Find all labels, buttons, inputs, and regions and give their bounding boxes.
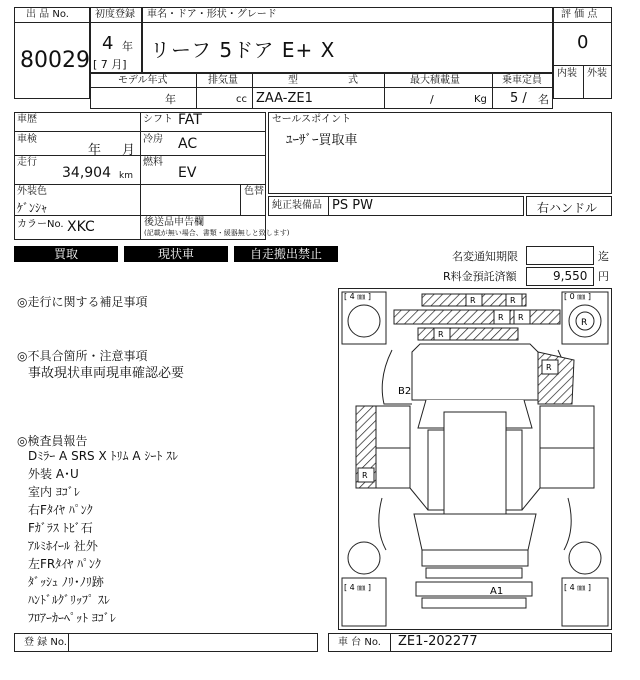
defect-label: ◎不具合箇所・注意事項 xyxy=(17,349,148,363)
inspection-year: 年 xyxy=(88,143,102,158)
svg-text:R: R xyxy=(438,330,444,339)
fuel-label: 燃料 xyxy=(143,157,163,168)
r-mark: R xyxy=(581,318,588,328)
type-label: 型 xyxy=(288,75,298,86)
capacity-unit: 名 xyxy=(538,93,549,106)
inspector-line: 右Fﾀｲﾔ ﾊﾟﾝｸ xyxy=(28,503,93,517)
inspector-line: Fｶﾞﾗｽ ﾄﾋﾞ石 xyxy=(28,521,93,535)
model-year-label: モデル年式 xyxy=(118,75,168,86)
shift-label: シフト xyxy=(143,114,173,125)
inspector-line: Dﾐﾗｰ A SRS X ﾄﾘﾑ A ｼｰﾄ ｽﾚ xyxy=(28,449,179,463)
tire-top-left xyxy=(348,305,380,337)
as-is-tag: 現状車 xyxy=(124,246,228,262)
fuel-value: EV xyxy=(178,165,197,181)
color-no-value: XKC xyxy=(67,219,95,235)
interior-label: 内装 xyxy=(557,68,577,79)
inspector-line: 外装 A･U xyxy=(28,467,79,481)
recycle-label: R料金預託済額 xyxy=(443,270,517,283)
inspection-month: 月 xyxy=(122,143,136,158)
inspector-line: ﾀﾞｯｼｭ ﾉﾘ･ﾉﾘ跡 xyxy=(28,575,104,589)
max-load-unit: Kg xyxy=(474,94,487,105)
post-label: 後送品申告欄 xyxy=(144,217,204,228)
mileage-label: 走行 xyxy=(17,157,37,168)
equipment-value: PS PW xyxy=(332,198,373,213)
history-label: 車歴 xyxy=(17,114,37,125)
inspector-line: ﾊﾝﾄﾞﾙｸﾞﾘｯﾌﾟ ｽﾚ xyxy=(28,593,110,607)
post-note: (記載が無い場合、書類・緩器無しと致します) xyxy=(144,229,290,237)
first-reg-year-unit: 年 xyxy=(122,40,133,53)
svg-text:R: R xyxy=(518,313,524,322)
rating-label: 評 価 点 xyxy=(561,9,598,20)
equipment-label: 純正装備品 xyxy=(272,200,322,211)
tire-bottom-right xyxy=(569,542,601,574)
rating-value: 0 xyxy=(577,32,589,53)
model-value: リーフ 5ドア E+ X xyxy=(150,38,336,62)
ext-color-label: 外装色 xyxy=(17,186,47,197)
mileage-value: 34,904 xyxy=(62,165,111,181)
exterior-label: 外装 xyxy=(587,68,607,79)
sales-point-label: セールスポイント xyxy=(272,114,352,125)
name-change-label: 名変通知期限 xyxy=(452,250,518,263)
model-year-unit: 年 xyxy=(165,93,176,106)
capacity-value: 5 / xyxy=(510,91,527,106)
tire-depth-label: [ 4 ㎜ ] xyxy=(344,292,371,301)
inspector-line: 室内 ﾖｺﾞﾚ xyxy=(28,485,80,499)
recycle-unit: 円 xyxy=(598,270,609,283)
ext-color-value: ｹﾞﾝｼｬ xyxy=(17,201,48,215)
first-reg-month: [ 7 月] xyxy=(93,58,127,71)
ac-label: 冷房 xyxy=(143,134,163,145)
color-no-label: カラーNo. xyxy=(17,219,64,230)
driving-notes-label: ◎走行に関する補足事項 xyxy=(17,295,148,309)
model-label: 車名・ドア・形状・グレード xyxy=(147,9,277,20)
max-load-sep: / xyxy=(430,93,434,106)
lot-number: 80029 xyxy=(20,48,90,73)
car-damage-diagram xyxy=(338,288,612,630)
inspector-line: ﾌﾛｱｰｶｰﾍﾟｯﾄ ﾖｺﾞﾚ xyxy=(28,611,116,625)
sales-point-value: ﾕｰｻﾞｰ買取車 xyxy=(286,133,358,148)
svg-text:R: R xyxy=(470,296,476,305)
shift-value: FAT xyxy=(178,112,202,128)
inspector-line: 左FRﾀｲﾔ ﾊﾟﾝｸ xyxy=(28,557,102,571)
b2-label: B2 xyxy=(398,386,412,397)
svg-text:R: R xyxy=(362,471,368,480)
first-reg-label: 初度登録 xyxy=(95,9,135,20)
inspector-label: ◎検査員報告 xyxy=(17,434,88,448)
type-value: ZAA-ZE1 xyxy=(256,91,313,106)
displacement-label: 排気量 xyxy=(208,75,238,86)
lot-label: 出 品 No. xyxy=(26,9,69,20)
recycle-value: 9,550 xyxy=(553,269,588,283)
tire-depth-label: [ 4 ㎜ ] xyxy=(564,583,591,592)
type-label-2: 式 xyxy=(348,75,358,86)
chassis-value: ZE1-202277 xyxy=(398,634,478,649)
tire-depth-label: [ 0 ㎜ ] xyxy=(564,292,591,301)
inspector-line: ｱﾙﾐﾎｲｰﾙ 社外 xyxy=(28,539,98,553)
a1-label: A1 xyxy=(490,586,504,597)
svg-text:R: R xyxy=(546,363,552,372)
tire-bottom-left xyxy=(348,542,380,574)
reg-no-label: 登 録 No. xyxy=(24,637,67,648)
displacement-unit: cc xyxy=(236,94,247,105)
capacity-label: 乗車定員 xyxy=(502,75,542,86)
svg-text:R: R xyxy=(510,296,516,305)
max-load-label: 最大積載量 xyxy=(410,75,460,86)
no-self-drive-tag: 自走搬出禁止 xyxy=(234,246,338,262)
inspection-label: 車検 xyxy=(17,134,37,145)
name-change-box xyxy=(526,246,594,265)
defect-value: 事故現状車両現車確認必要 xyxy=(28,366,185,381)
chassis-label: 車 台 No. xyxy=(338,637,381,648)
tire-depth-label: [ 4 ㎜ ] xyxy=(344,583,371,592)
name-change-unit: 迄 xyxy=(598,250,609,263)
mileage-unit: km xyxy=(119,171,133,181)
svg-text:R: R xyxy=(498,313,504,322)
ac-value: AC xyxy=(178,136,198,152)
first-reg-year: 4 xyxy=(102,33,114,54)
color-change-label: 色替 xyxy=(244,186,264,197)
handle-value: 右ハンドル xyxy=(537,201,598,215)
buyout-tag: 買取 xyxy=(14,246,118,262)
